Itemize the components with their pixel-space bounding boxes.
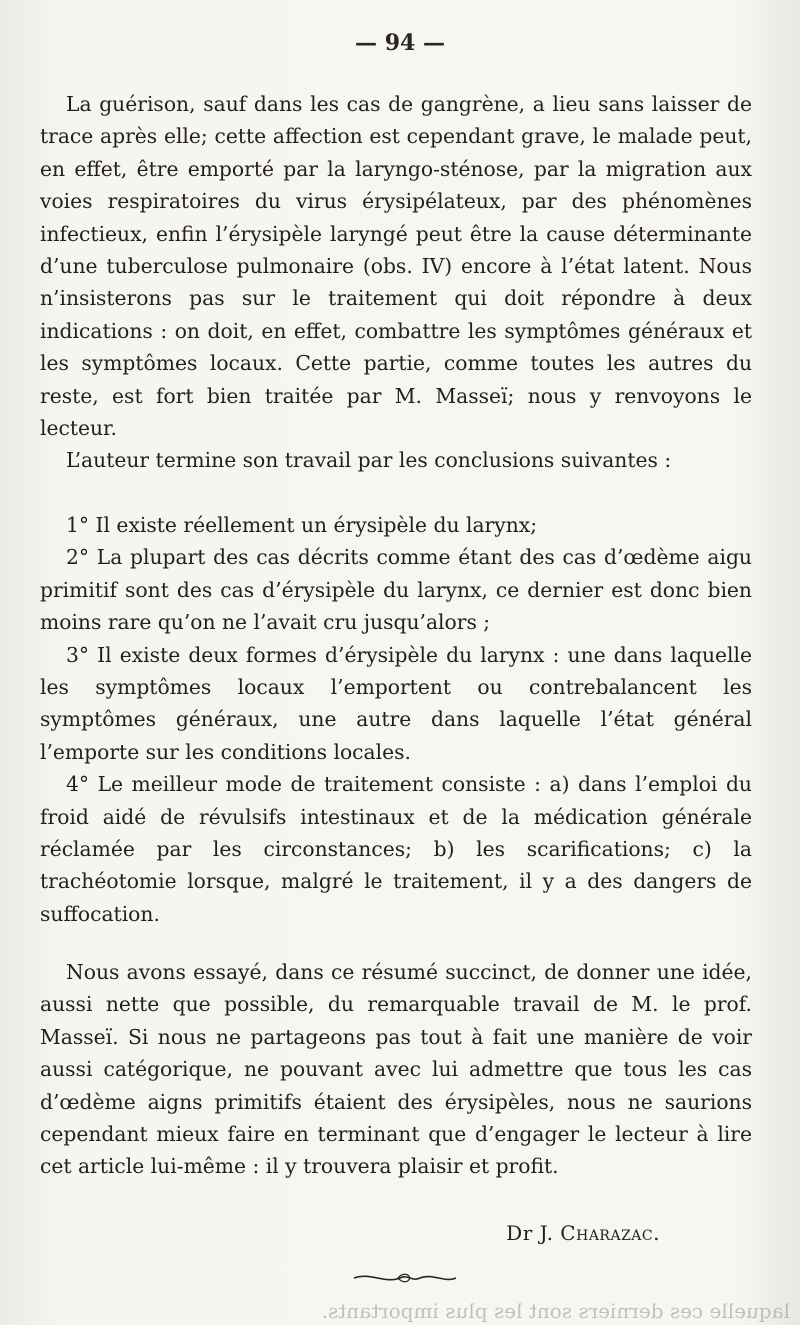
signature-name: J. Charazac. (539, 1221, 660, 1245)
conclusion-2: 2° La plupart des cas décrits comme étant des cas d’œdème aigu primitif sont des cas d’érysipèle du larynx, ce dernier est donc bien moins rare qu’on ne l’avait cru jusqu’alors ; (40, 545, 752, 635)
body-text-upper (40, 88, 752, 930)
end-ornament-icon (350, 1268, 460, 1288)
author-signature (506, 1221, 660, 1245)
paragraph-conclusions-intro: L’auteur termine son travail par les conclusions suivantes : (66, 448, 672, 473)
signature-title: Dr (506, 1221, 533, 1245)
body-text-lower (40, 956, 752, 1183)
paragraph-prognosis: La guérison, sauf dans les cas de gangrène, a lieu sans laisser de trace après elle; cette affection est cependant grave, le malade peut, en effet, être emporté par la laryngo-sténose, par la migration aux voies respiratoires du virus érysipélateux, par des phénomènes infectieux, enfin l’érysipèle laryngé peut être la cause déterminante d’une tuberculose pulmonaire (obs. IV) encore à l’état latent. Nous n’insisterons pas sur le traitement qui doit répondre à deux indications : on doit, en effet, combattre les symptômes généraux et les symptômes locaux. Cette partie, comme toutes les autres du reste, est fort bien traitée par M. Masseï; nous y renvoyons le lecteur. (40, 92, 752, 441)
bleed-through-text: laquelle ces derniers sont les plus importants. (321, 1299, 790, 1323)
conclusion-4: 4° Le meilleur mode de traitement consiste : a) dans l’emploi du froid aidé de révulsifs intestinaux et de la médication générale réclamée par les circonstances; b) les scarifications; c) la trachéotomie lorsque, malgré le traitement, il y a des dangers de suffocation. (40, 772, 752, 926)
paragraph-closing: Nous avons essayé, dans ce résumé succinct, de donner une idée, aussi nette que possible, du remarquable travail de M. le prof. Masseï. Si nous ne partageons pas tout à fait une manière de voir aussi catégorique, ne pouvant avec lui admettre que tous les cas d’œdème aigns primitifs étaient des érysipèles, nous ne saurions cependant mieux faire en terminant que d’engager le lecteur à lire cet article lui-même : il y trouvera plaisir et profit. (40, 960, 752, 1179)
conclusion-1: 1° Il existe réellement un érysipèle du larynx; (66, 512, 538, 537)
page-number: — 94 — (355, 30, 445, 56)
conclusion-3: 3° Il existe deux formes d’érysipèle du larynx : une dans laquelle les symptômes locaux l’emportent ou contrebalancent les symptômes généraux, une autre dans laquelle l’état général l’emporte sur les conditions locales. (40, 642, 752, 764)
